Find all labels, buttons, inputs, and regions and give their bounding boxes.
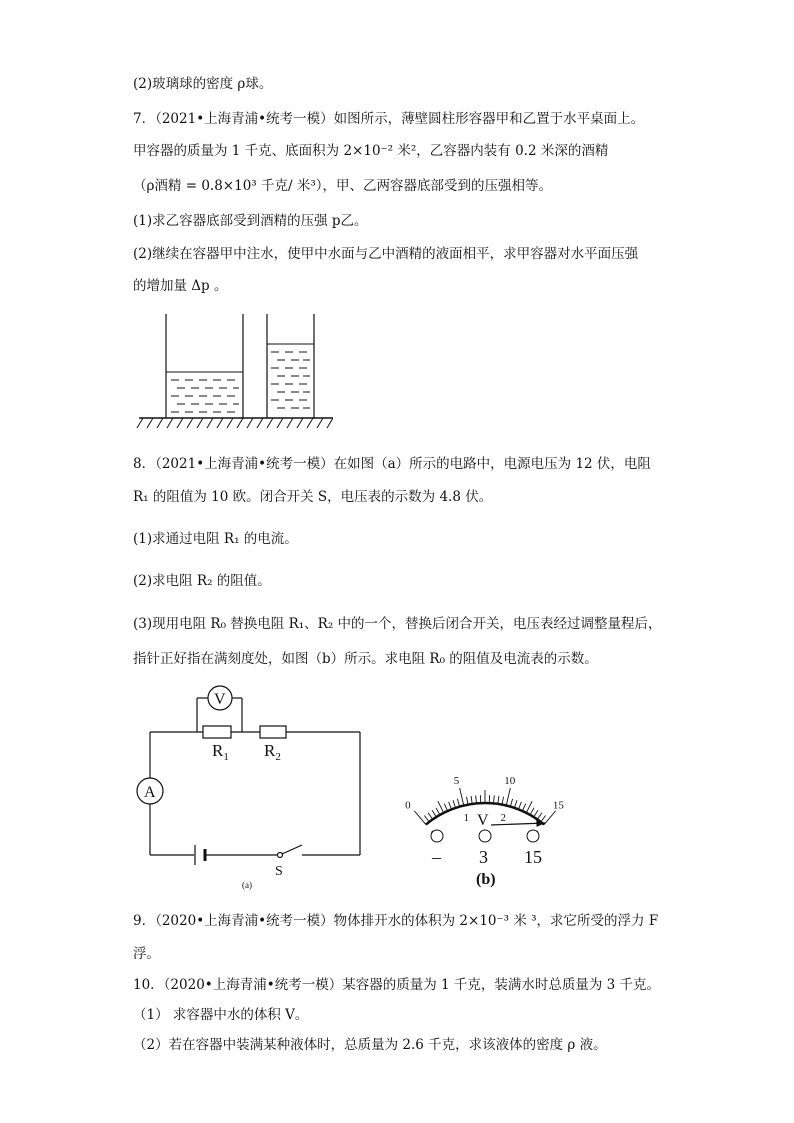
terminal-3v-label: 3 <box>479 847 488 867</box>
dial-tick <box>544 811 556 825</box>
dial-tick <box>537 813 542 820</box>
container-jia <box>166 314 243 418</box>
dial-tick <box>514 800 517 808</box>
terminal-15v[interactable] <box>527 830 539 842</box>
q7-line-2: 甲容器的质量为 1 千克、底面积为 2×10⁻² 米²，乙容器内装有 0.2 米深的酒精 <box>133 143 609 159</box>
dial-tick <box>526 801 532 813</box>
q6-part2-line: (2)玻璃球的密度 ρ球。 <box>133 76 273 92</box>
switch-label: S <box>275 864 283 879</box>
dial-tick <box>541 815 546 821</box>
dial-upper-label: 5 <box>453 775 460 788</box>
terminal-15v-label: 15 <box>524 847 542 867</box>
resistor-r1 <box>203 726 231 738</box>
caption-b: (b) <box>476 871 496 888</box>
dial-tick <box>460 788 464 806</box>
dial-tick <box>522 804 525 811</box>
dial-tick <box>534 810 538 817</box>
dial-tick <box>453 800 456 808</box>
q8-line-1: 8．（2021•上海青浦•统考一模）在如图（a）所示的电路中，电源电压为 12 伏，电阻 <box>133 456 651 472</box>
q8-part3-line-1: (3)现用电阻 R₀ 替换电阻 R₁、R₂ 中的一个，替换后闭合开关，电压表经过调整量程后， <box>133 616 662 632</box>
caption-a: (a) <box>242 880 252 890</box>
q10-part2: （2）若在容器中装满某种液体时，总质量为 2.6 千克，求该液体的密度 ρ 液。 <box>133 1037 607 1053</box>
dial-tick <box>444 804 447 811</box>
meter-symbol: V <box>477 812 489 829</box>
resistor-r2 <box>260 726 286 738</box>
voltmeter-letter: V <box>214 691 226 708</box>
dial-upper-label: 15 <box>552 799 564 812</box>
dial-tick <box>438 801 444 813</box>
terminal-negative-label: – <box>432 847 441 867</box>
circuit-wires <box>150 698 360 855</box>
dial-tick <box>530 808 534 815</box>
q8-line-2: R₁ 的阻值为 10 欧。闭合开关 S，电压表的示数为 4.8 伏。 <box>133 489 493 505</box>
dial-lower-label: 2 <box>500 812 506 825</box>
dial-lower-label: 1 <box>463 812 470 825</box>
q7-part2-line-2: 的增加量 Δp 。 <box>133 278 228 294</box>
q9-line-1: 9．（2020•上海青浦•统考一模）物体排开水的体积为 2×10⁻³ 米 ³，求它所受的浮力 F <box>133 913 659 929</box>
q8-part3-line-2: 指针正好指在满刻度处，如图（b）所示。求电阻 R₀ 的阻值及电流表的示数。 <box>133 651 598 667</box>
r2-label: $R_2$ <box>264 741 281 763</box>
dial-tick <box>436 808 440 815</box>
dial-upper-label: 10 <box>504 775 516 788</box>
container-yi <box>267 314 314 418</box>
q7-part2-line-1: (2)继续在容器甲中注水，使甲中水面与乙中酒精的液面相平，求甲容器对水平面压强 <box>133 246 639 262</box>
table-surface <box>137 418 333 428</box>
q10-part1: （1） 求容器中水的体积 V。 <box>133 1007 309 1023</box>
dial-tick <box>518 802 521 809</box>
q7-line-1: 7．（2021•上海青浦•统考一模）如图所示，薄壁圆柱形容器甲和乙置于水平桌面上。 <box>133 111 645 127</box>
dial-tick <box>428 813 433 820</box>
q7-line-3: （ρ酒精 = 0.8×10³ 千克/ 米³），甲、乙两容器底部受到的压强相等。 <box>133 178 552 194</box>
ammeter-letter: A <box>144 784 156 801</box>
containers-figure <box>133 308 333 438</box>
dial-tick <box>449 802 452 809</box>
r1-label: $R_1$ <box>212 741 229 763</box>
switch-symbol <box>278 845 361 858</box>
battery-symbol <box>195 845 205 865</box>
terminal-3v[interactable] <box>479 830 491 842</box>
alcohol-dashes <box>271 352 310 408</box>
dial-tick <box>414 811 426 825</box>
dial-tick <box>424 815 429 821</box>
q9-line-2: 浮。 <box>133 946 160 962</box>
dial-tick <box>506 788 510 806</box>
q8-part2: (2)求电阻 R₂ 的阻值。 <box>133 573 271 589</box>
circuit-diagram <box>130 678 370 893</box>
q8-part1: (1)求通过电阻 R₁ 的电流。 <box>133 531 298 547</box>
dial-upper-label: 0 <box>405 799 411 812</box>
terminal-negative[interactable] <box>431 830 443 842</box>
water-dashes <box>171 380 239 412</box>
dial-tick <box>432 810 436 817</box>
voltmeter-dial <box>378 730 598 890</box>
q10-line-1: 10．（2020•上海青浦•统考一模）某容器的质量为 1 千克，装满水时总质量为 3 千克。 <box>133 977 661 993</box>
q7-part1: (1)求乙容器底部受到酒精的压强 p乙。 <box>133 213 368 229</box>
